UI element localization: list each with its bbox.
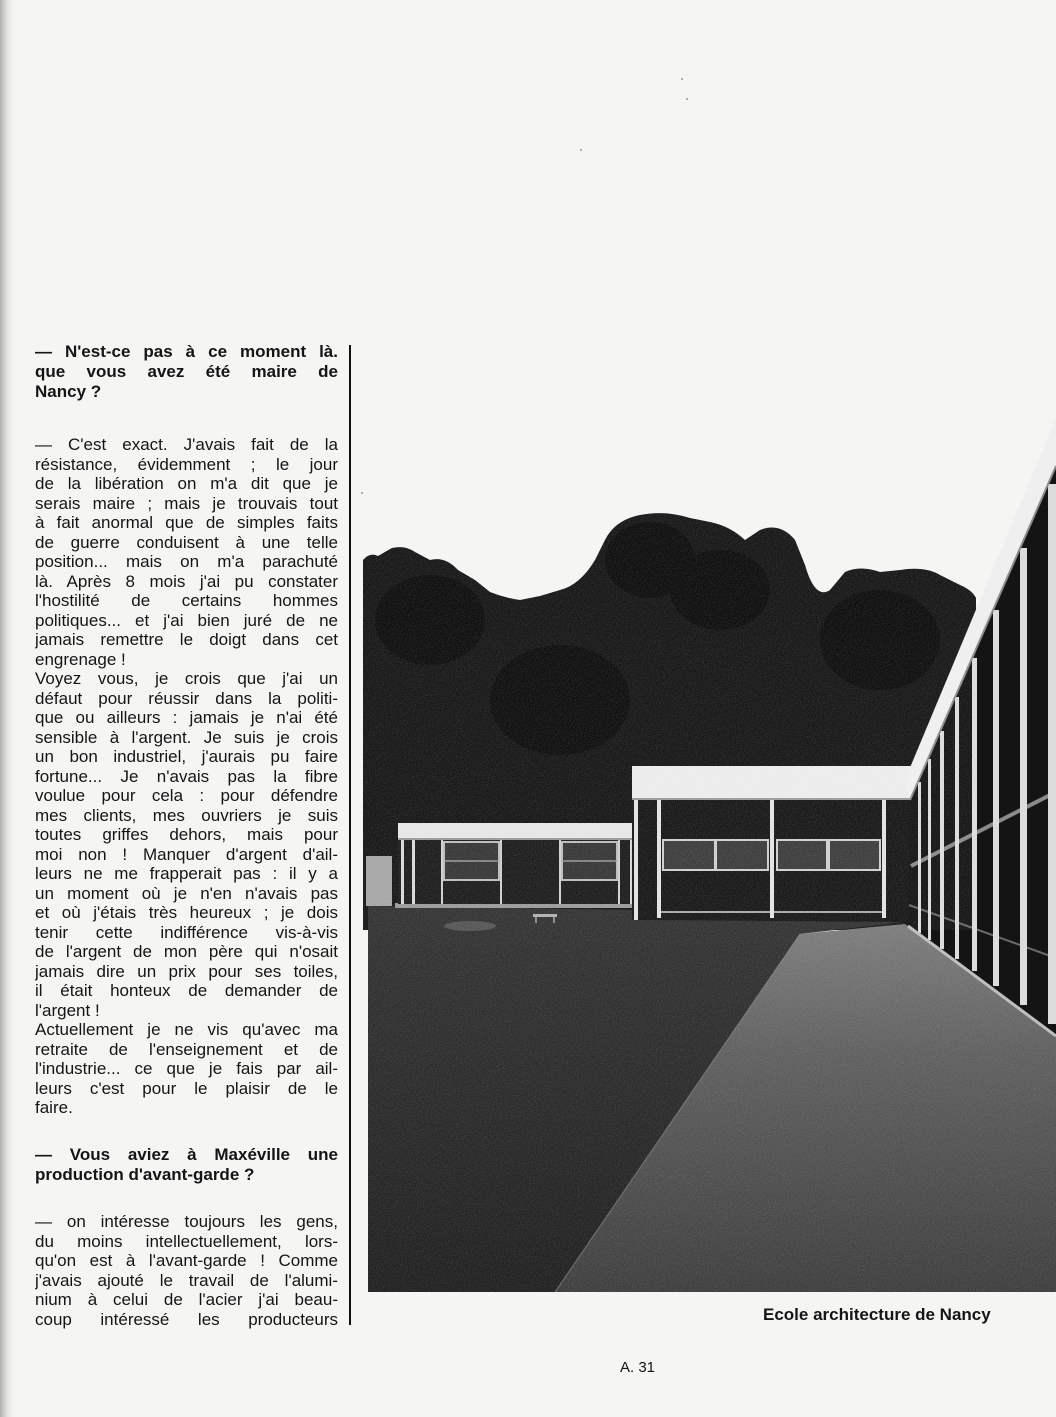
text-line: position... mais on m'a parachuté	[35, 552, 338, 571]
text-line: de guerre conduisent à une telle	[35, 532, 338, 552]
text-line: — C'est exact. J'avais fait de la	[35, 435, 338, 454]
text-line: résistance, évidemment ; le jour	[35, 454, 338, 474]
text-line: faire.	[35, 1098, 73, 1117]
text-line: l'hostilité de certains hommes	[35, 591, 338, 610]
scan-speck	[580, 149, 582, 151]
interview-question	[35, 342, 338, 402]
text-line: Actuellement je ne vis qu'avec ma	[35, 1020, 338, 1039]
text-line: moi non ! Manquer d'argent d'ail-	[35, 844, 338, 864]
text-line: de la libération on m'a dit que je	[35, 474, 338, 493]
text-line: qu'on est à l'avant-garde ! Comme	[35, 1251, 338, 1270]
text-line: j'avais ajouté le travail de l'alumi-	[35, 1270, 338, 1290]
text-line: là. Après 8 mois j'ai pu constater	[35, 571, 338, 591]
interview-answer	[35, 1212, 338, 1329]
text-line: de l'argent de mon père qui n'osait	[35, 942, 338, 961]
paragraph	[35, 435, 338, 669]
interview-question	[35, 1145, 338, 1185]
text-line: un bon industriel, j'aurais pu faire	[35, 747, 338, 766]
text-line: un moment où je n'en n'avais pas	[35, 883, 338, 903]
text-line: — Vous aviez à Maxéville une	[35, 1145, 338, 1164]
text-line: l'argent !	[35, 1000, 100, 1020]
text-line: défaut pour réussir dans la politi-	[35, 688, 338, 708]
scan-edge-shadow	[0, 0, 14, 1417]
text-line: mes clients, mes ouvriers je suis	[35, 805, 338, 825]
text-line: leurs c'est pour le plaisir de le	[35, 1078, 338, 1098]
text-line: toutes griffes dehors, mais pour	[35, 825, 338, 844]
photo-caption: Ecole architecture de Nancy	[763, 1305, 991, 1324]
interview-answer	[35, 435, 338, 1118]
text-line: jamais dire un prix pour ses toiles,	[35, 961, 338, 981]
column-divider-rule	[349, 345, 351, 1325]
building-photograph	[363, 410, 1056, 1295]
text-line: tenir cette indifférence vis-à-vis	[35, 922, 338, 942]
scan-speck	[686, 98, 688, 100]
text-line: fortune... Je n'avais pas la fibre	[35, 766, 338, 786]
text-line: politiques... et j'ai bien juré de ne	[35, 610, 338, 630]
text-line: serais maire ; mais je trouvais tout	[35, 493, 338, 513]
text-line: que ou ailleurs : jamais je n'ai été	[35, 708, 338, 727]
text-line: — on intéresse toujours les gens,	[35, 1212, 338, 1231]
text-line: et où j'étais très heureux ; je dois	[35, 903, 338, 922]
text-line: production d'avant-garde ?	[35, 1165, 255, 1184]
text-line: Nancy ?	[35, 382, 102, 401]
text-line: à fait anormal que de simples faits	[35, 513, 338, 532]
paragraph	[35, 342, 338, 402]
text-line: engrenage !	[35, 649, 126, 669]
text-line: retraite de l'enseignement et de	[35, 1039, 338, 1059]
text-line: voulue pour cela : pour défendre	[35, 786, 338, 805]
text-line: Voyez vous, je crois que j'ai un	[35, 669, 338, 688]
text-line: du moins intellectuellement, lors-	[35, 1231, 338, 1251]
text-line: l'industrie... ce que je fais par ail-	[35, 1059, 338, 1078]
text-line: sensible à l'argent. Je suis je crois	[35, 727, 338, 747]
page-number: A. 31	[620, 1359, 656, 1376]
paragraph	[35, 1020, 338, 1118]
paragraph	[35, 1212, 338, 1329]
paragraph	[35, 1145, 338, 1185]
text-line: leurs ne me frapperait pas : il y a	[35, 864, 338, 883]
text-line: jamais remettre le doigt dans cet	[35, 630, 338, 649]
paragraph	[35, 669, 338, 1020]
scan-speck	[681, 78, 683, 80]
text-line: que vous avez été maire de	[35, 362, 338, 381]
text-line: nium à celui de l'acier j'ai beau-	[35, 1290, 338, 1309]
text-line: — N'est-ce pas à ce moment là.	[35, 342, 338, 361]
photo-grain	[363, 410, 1056, 1295]
text-line: coup intéressé les producteurs	[35, 1309, 338, 1329]
text-line: il était honteux de demander de	[35, 981, 338, 1000]
